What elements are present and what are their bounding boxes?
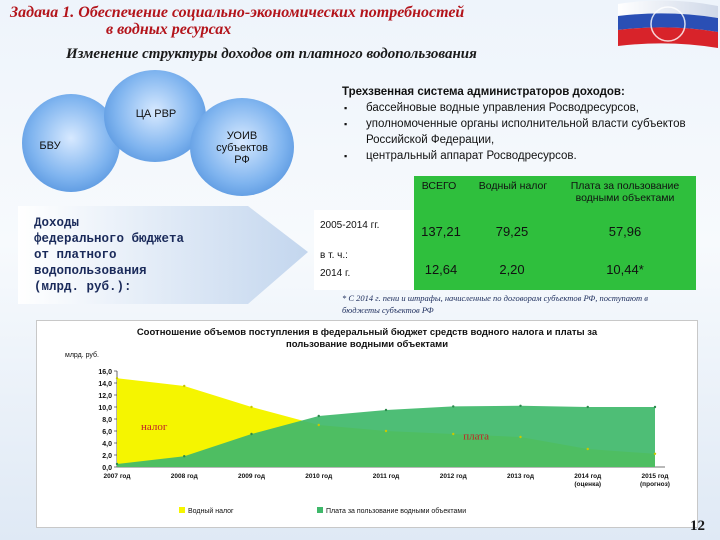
data-point-usage-fee [452,405,454,407]
legend-label-tax: Водный налог [188,508,234,515]
table-cell: 12,64 [424,262,458,277]
title-line-1: Задача 1. Обеспечение социально-экономических потребностей [10,4,465,21]
y-tick-label: 0,0 [102,465,112,472]
x-tick-label: 2011 год [372,473,400,480]
legend-swatch-tax [179,507,185,513]
income-label: Доходы федерального бюджета от платного водопользования (млрд. руб.): [34,216,185,294]
russian-flag-emblem [618,0,718,52]
table-cell: 57,96 [608,224,642,239]
y-tick-label: 14,0 [98,381,112,388]
data-point-water-tax [385,430,387,432]
table-footnote: * С 2014 г. пени и штрафы, начисленные по договорам субъектов РФ, поступают в бюджеты субъектов РФ [342,293,648,315]
x-tick-label: 2008 год [170,473,198,480]
table-cell: 2,20 [499,262,525,277]
chart-title-line-1: Соотношение объемов поступления в федеральный бюджет средств водного налога и платы за [136,327,598,338]
data-point-usage-fee [587,406,589,408]
y-tick-label: 12,0 [98,393,112,400]
list-item: ▪ бассейновые водные управления Росводресурсов, [366,100,712,116]
data-point-usage-fee [250,433,252,435]
data-point-usage-fee [183,455,185,457]
table-cell: 79,25 [495,224,529,239]
circle-center-label: ЦА РВР [135,108,177,120]
x-tick-label: 2014 год [574,473,602,480]
data-point-usage-fee [318,415,320,417]
data-point-water-tax [452,433,454,435]
x-tick-label: 2009 год [238,473,265,480]
area-chart [37,321,697,527]
table-cell: 10,44* [606,262,644,277]
circle-left-label: БВУ [39,140,61,152]
y-tick-label: 10,0 [98,405,112,412]
x-tick-sublabel: (прогноз) [640,481,670,488]
table-header-tax: Водный налог [478,180,548,192]
data-point-usage-fee [519,405,521,407]
page-title [10,4,600,38]
data-point-water-tax [250,406,252,408]
table-header-total: ВСЕГО [421,180,457,192]
chart-ylabel: млрд. руб. [65,352,99,359]
administrators-list [342,84,712,164]
data-point-water-tax [519,436,521,438]
x-tick-label: 2013 год [507,473,534,480]
annotation-fee: плата [463,430,490,443]
data-point-usage-fee [385,409,387,411]
data-point-water-tax [587,448,589,450]
data-point-usage-fee [116,463,118,465]
x-tick-label: 2015 год [641,473,669,480]
legend-label-fee: Плата за пользование водными объектами [326,508,467,515]
y-tick-label: 16,0 [98,369,112,376]
list-item: ▪ уполномоченные органы исполнительной власти субъектов Российской Федерации, [366,116,712,148]
data-point-water-tax [116,377,118,379]
y-tick-label: 8,0 [102,417,112,424]
row-label-period: 2005-2014 гг. [320,220,380,231]
row-label-year: 2014 г. [320,268,351,279]
table-cell: 137,21 [421,224,461,239]
administrators-heading: Трехзвенная система администраторов доходов: [342,86,625,98]
x-tick-label: 2012 год [439,473,467,480]
chart-title-line-2: пользование водными объектами [285,339,449,350]
list-item: ▪ центральный аппарат Росводресурсов. [366,148,712,164]
data-point-water-tax [654,453,656,455]
data-point-usage-fee [654,406,656,408]
circle-right-label: УОИВ субъектов РФ [216,130,268,166]
page-subtitle: Изменение структуры доходов от платного водопользования [66,46,477,62]
annotation-tax: налог [141,420,168,433]
data-point-water-tax [183,385,185,387]
y-tick-label: 2,0 [102,453,112,460]
data-point-water-tax [318,424,320,426]
y-tick-label: 4,0 [102,441,112,448]
x-tick-sublabel: (оценка) [574,481,602,488]
legend-swatch-fee [317,507,323,513]
page-number: 12 [690,518,705,534]
x-tick-label: 2007 год [103,473,131,480]
x-tick-label: 2010 год [305,473,333,480]
chart-panel [36,320,698,528]
table-header-fee: Плата за пользование водными объектами [570,180,680,204]
title-line-2: в водных ресурсах [106,21,232,38]
y-tick-label: 6,0 [102,429,112,436]
row-sublabel: в т. ч.: [320,250,348,261]
